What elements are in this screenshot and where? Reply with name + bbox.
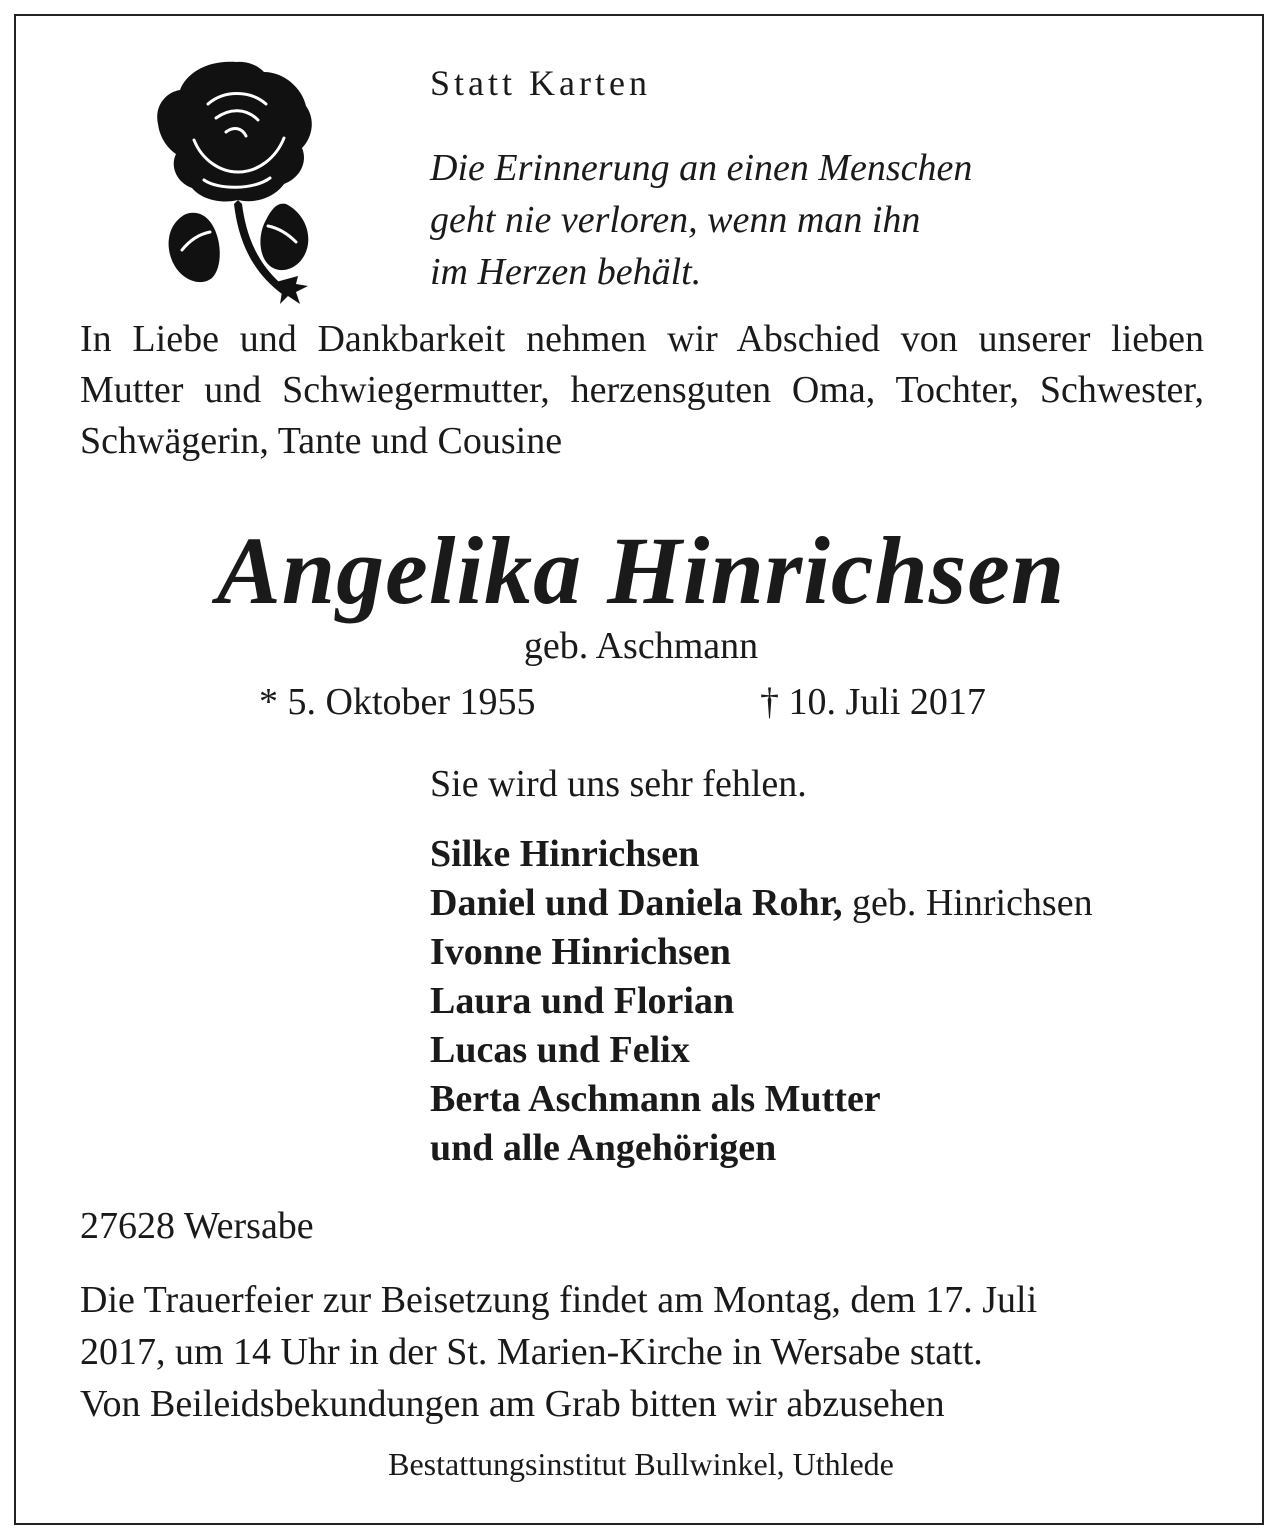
mourner-name: Ivonne Hinrichsen [430,931,731,973]
service-announcement [80,1274,1037,1430]
undertaker-credit: Bestattungsinstitut Bullwinkel, Uthlede [388,1446,894,1482]
rose-icon [146,54,326,314]
mourners-list [430,830,1093,1173]
statt-karten-label: Statt Karten [430,63,651,103]
obituary-notice [14,14,1264,1525]
mourner-name: Berta Aschmann als Mutter [430,1078,881,1120]
mourner-line [430,1026,1093,1075]
deceased-name: Angelika Hinrichsen [216,517,1066,624]
missed-text: Sie wird uns sehr fehlen. [430,763,807,805]
birth-date: * 5. Oktober 1955 [259,681,536,723]
mourner-name: Silke Hinrichsen [430,833,700,875]
quote-line: im Herzen behält. [430,251,702,293]
quote-line: geht nie verloren, wenn man ihn [430,199,921,241]
memorial-quote [430,142,972,298]
maiden-name: geb. Aschmann [523,625,759,667]
mourner-name: Lucas und Felix [430,1029,690,1071]
mourner-line [430,1124,1093,1173]
service-line: Die Trauerfeier zur Beisetzung findet am Montag, dem 17. Juli [80,1279,1038,1321]
mourner-line [430,1075,1093,1124]
death-date: † 10. Juli 2017 [760,681,986,723]
mourner-name: und alle Angehörigen [430,1127,777,1169]
place-line: 27628 Wersabe [80,1205,314,1247]
mourner-name: Daniel und Daniela Rohr, [430,882,843,924]
mourner-line [430,879,1093,928]
mourner-name: Laura und Florian [430,980,735,1022]
service-line: Von Beileidsbekundungen am Grab bitten wir abzusehen [80,1383,945,1425]
intro-paragraph: In Liebe und Dankbarkeit nehmen wir Abschied von unserer lieben Mutter und Schwiegermutter, herzensguten Oma, Tochter, Schwester, Schwägerin, Tante und Cousine [80,318,1204,462]
mourner-line [430,977,1093,1026]
mourner-line [430,928,1093,977]
service-line: 2017, um 14 Uhr in der St. Marien-Kirche in Wersabe statt. [80,1331,983,1373]
mourner-note: geb. Hinrichsen [842,882,1093,924]
quote-line: Die Erinnerung an einen Menschen [430,147,973,189]
mourner-line [430,830,1093,879]
